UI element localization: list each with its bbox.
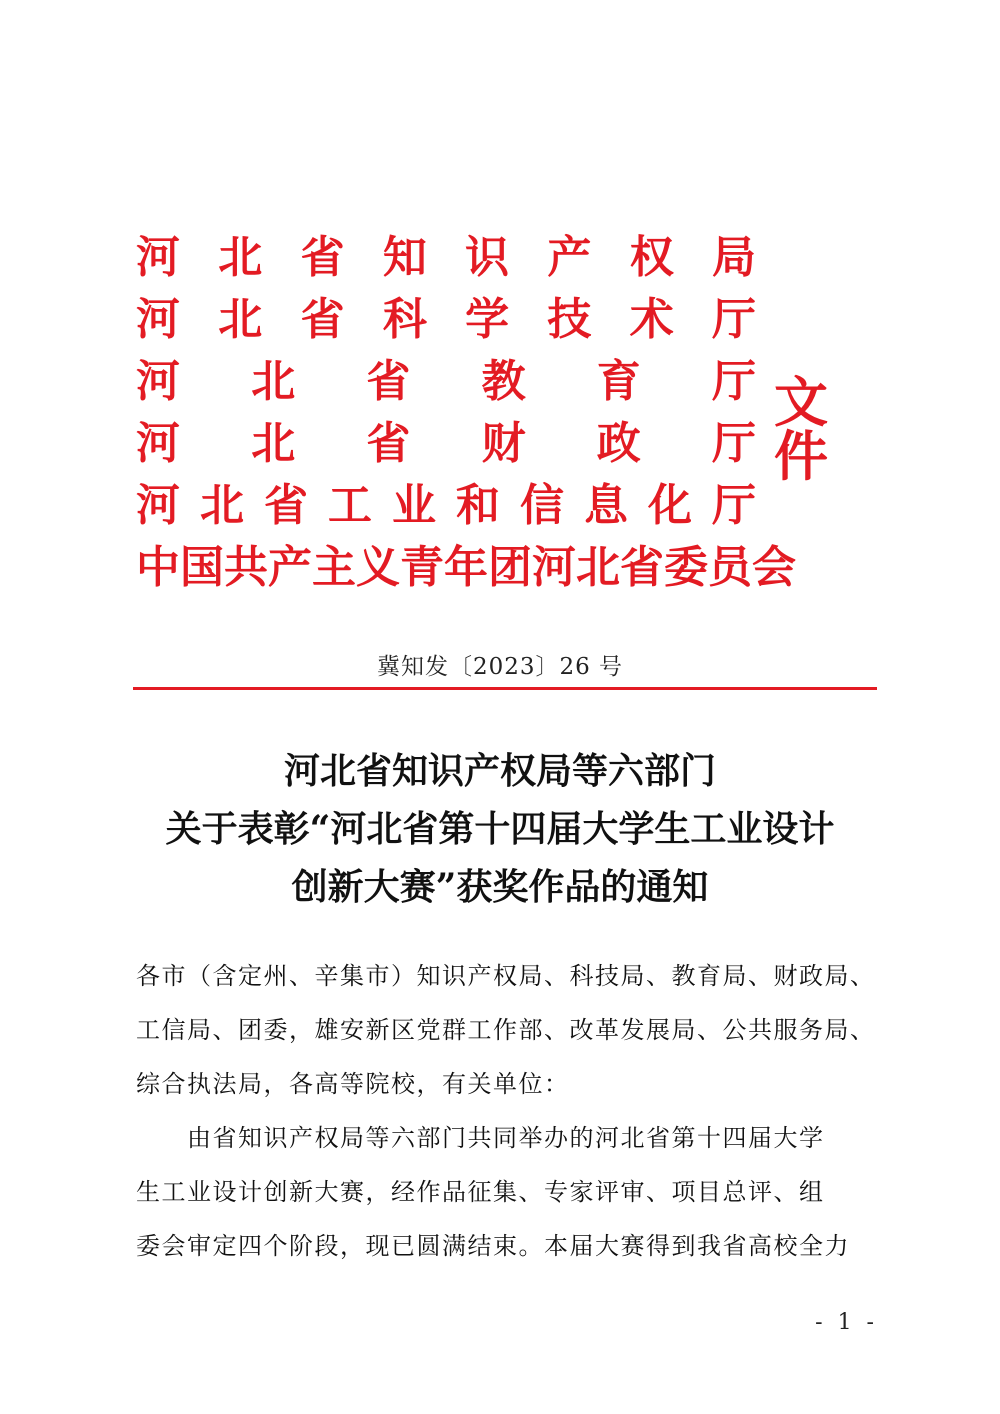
char: 北 <box>200 480 244 531</box>
char: 河 <box>136 232 180 283</box>
char: 厅 <box>711 356 756 407</box>
char: 会 <box>752 542 796 593</box>
char: 员 <box>708 542 752 593</box>
char: 义 <box>356 542 400 593</box>
char: 业 <box>392 480 436 531</box>
char: 知 <box>382 232 427 283</box>
char: 信 <box>520 480 564 531</box>
char: 厅 <box>711 418 756 469</box>
body-line: 由省知识产权局等六部门共同举办的河北省第十四届大学 <box>136 1124 825 1152</box>
agency-row <box>136 228 756 288</box>
body-line: 各市（含定州、辛集市）知识产权局、科技局、教育局、财政局、 <box>136 962 876 990</box>
char: 北 <box>218 294 263 345</box>
document-number: 冀知发〔2023〕26 号 <box>376 654 624 680</box>
body-line: 综合执法局，各高等院校，有关单位： <box>136 1070 570 1098</box>
char: 政 <box>596 418 641 469</box>
char: 国 <box>180 542 224 593</box>
char: 省 <box>300 294 345 345</box>
char: 省 <box>264 480 308 531</box>
char: 北 <box>251 356 296 407</box>
char: 委 <box>664 542 708 593</box>
char: 中 <box>136 542 180 593</box>
agency-row <box>136 352 756 412</box>
char: 识 <box>465 232 510 283</box>
char: 河 <box>136 356 180 407</box>
char: 省 <box>300 232 345 283</box>
page-number: - 1 - <box>815 1310 878 1335</box>
doc-type-label: 文件 <box>774 371 828 488</box>
char: 育 <box>596 356 641 407</box>
char: 术 <box>629 294 674 345</box>
agency-row <box>136 414 756 474</box>
char: 共 <box>224 542 268 593</box>
title-line: 关于表彰“河北省第十四届大学生工业设计 <box>165 808 835 850</box>
char: 局 <box>711 232 756 283</box>
char: 产 <box>268 542 312 593</box>
char: 工 <box>328 480 372 531</box>
char: 河 <box>136 480 180 531</box>
title-line: 创新大赛”获奖作品的通知 <box>291 866 709 908</box>
char: 北 <box>576 542 620 593</box>
red-divider <box>133 687 877 690</box>
char: 河 <box>136 294 180 345</box>
char: 省 <box>366 356 411 407</box>
char: 和 <box>456 480 500 531</box>
char: 河 <box>532 542 576 593</box>
char: 息 <box>584 480 628 531</box>
title-line: 河北省知识产权局等六部门 <box>283 750 716 792</box>
char: 青 <box>400 542 444 593</box>
char: 科 <box>382 294 427 345</box>
char: 教 <box>481 356 526 407</box>
body-line: 委会审定四个阶段，现已圆满结束。本届大赛得到我省高校全力 <box>136 1232 850 1260</box>
char: 技 <box>547 294 592 345</box>
agency-row <box>136 538 796 598</box>
char: 产 <box>547 232 592 283</box>
char: 团 <box>488 542 532 593</box>
char: 北 <box>251 418 296 469</box>
char: 化 <box>648 480 692 531</box>
char: 年 <box>444 542 488 593</box>
char: 厅 <box>711 294 756 345</box>
char: 财 <box>481 418 526 469</box>
char: 河 <box>136 418 180 469</box>
char: 主 <box>312 542 356 593</box>
char: 省 <box>620 542 664 593</box>
body-line: 工信局、团委，雄安新区党群工作部、改革发展局、公共服务局、 <box>136 1016 876 1044</box>
agency-row <box>136 476 756 536</box>
char: 厅 <box>712 480 756 531</box>
agency-row <box>136 290 756 350</box>
char: 学 <box>465 294 510 345</box>
body-line: 生工业设计创新大赛，经作品征集、专家评审、项目总评、组 <box>136 1178 825 1206</box>
char: 权 <box>629 232 674 283</box>
char: 省 <box>366 418 411 469</box>
char: 北 <box>218 232 263 283</box>
